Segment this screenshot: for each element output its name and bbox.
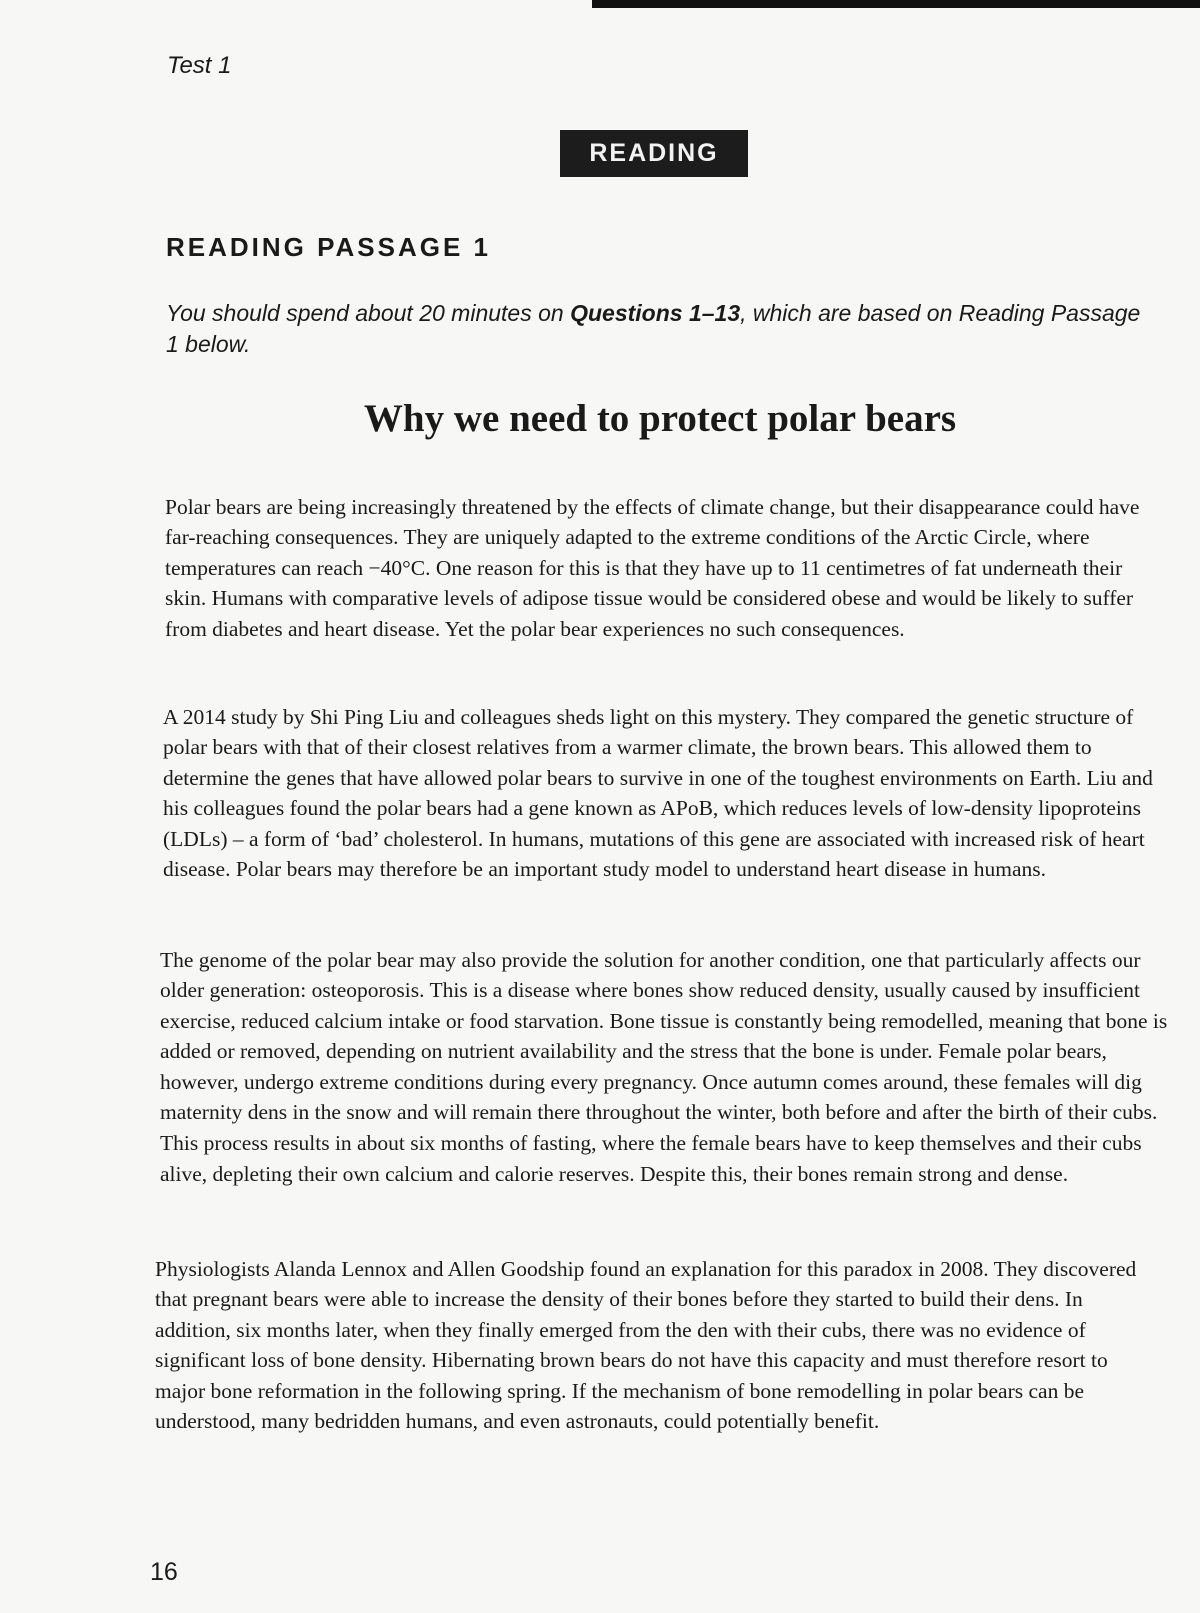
article-paragraph-1: Polar bears are being increasingly threatened by the effects of climate change, but their disappearance could have far-reaching consequences. They are uniquely adapted to the extreme conditions of the Arctic Circle, where temperatures can reach −40°C. One reason for this is that they have up to 11 centimetres of fat underneath their skin. Humans with comparative levels of adipose tissue would be considered obese and would be likely to suffer from diabetes and heart disease. Yet the polar bear experiences no such consequences. [165,494,1140,641]
passage-label: READING PASSAGE 1 [166,232,492,262]
instructions-question-range: Questions 1–13 [570,300,741,326]
running-head: Test 1 [167,52,232,79]
section-badge-label: READING [589,139,719,167]
section-badge [560,130,748,177]
page-number: 16 [150,1558,178,1586]
instructions-pre: You should spend about 20 minutes on [166,300,571,326]
article-paragraph-3: The genome of the polar bear may also provide the solution for another condition, one that particularly affects our older generation: osteoporosis. This is a disease where bones show reduced density, usually caused by insufficient exercise, reduced calcium intake or food starvation. Bone tissue is constantly being remodelled, meaning that bone is added or removed, depending on nutrient availability and the stress that the bone is under. Female polar bears, however, undergo extreme conditions during every pregnancy. Once autumn comes around, these females will dig maternity dens in the snow and will remain there throughout the winter, both before and after the birth of their cubs. This process results in about six months of fasting, where the female bears have to keep themselves and their cubs alive, depleting their own calcium and calorie reserves. Despite this, their bones remain strong and dense. [160,947,1168,1186]
article-paragraph-2: A 2014 study by Shi Ping Liu and colleagues sheds light on this mystery. They compared the genetic structure of polar bears with that of their closest relatives from a warmer climate, the brown bears. This allowed them to determine the genes that have allowed polar bears to survive in one of the toughest environments on Earth. Liu and his colleagues found the polar bears had a gene known as APoB, which reduces levels of low-density lipoproteins (LDLs) – a form of ‘bad’ cholesterol. In humans, mutations of this gene are associated with increased risk of heart disease. Polar bears may therefore be an important study model to understand heart disease in humans. [163,704,1153,882]
instructions-post: , which are based on Reading Passage 1 below. [166,300,1141,357]
instructions [166,298,1156,360]
article-title: Why we need to protect polar bears [363,397,957,440]
article-paragraph-4: Physiologists Alanda Lennox and Allen Goodship found an explanation for this paradox in 2008. They discovered that pregnant bears were able to increase the density of their bones before they started to build their dens. In addition, six months later, when they finally emerged from the den with their cubs, there was no evidence of significant loss of bone density. Hibernating brown bears do not have this capacity and must therefore resort to major bone reformation in the following spring. If the mechanism of bone remodelling in polar bears can be understood, many bedridden humans, and even astronauts, could potentially benefit. [155,1256,1137,1434]
top-edge-rule [592,0,1200,8]
